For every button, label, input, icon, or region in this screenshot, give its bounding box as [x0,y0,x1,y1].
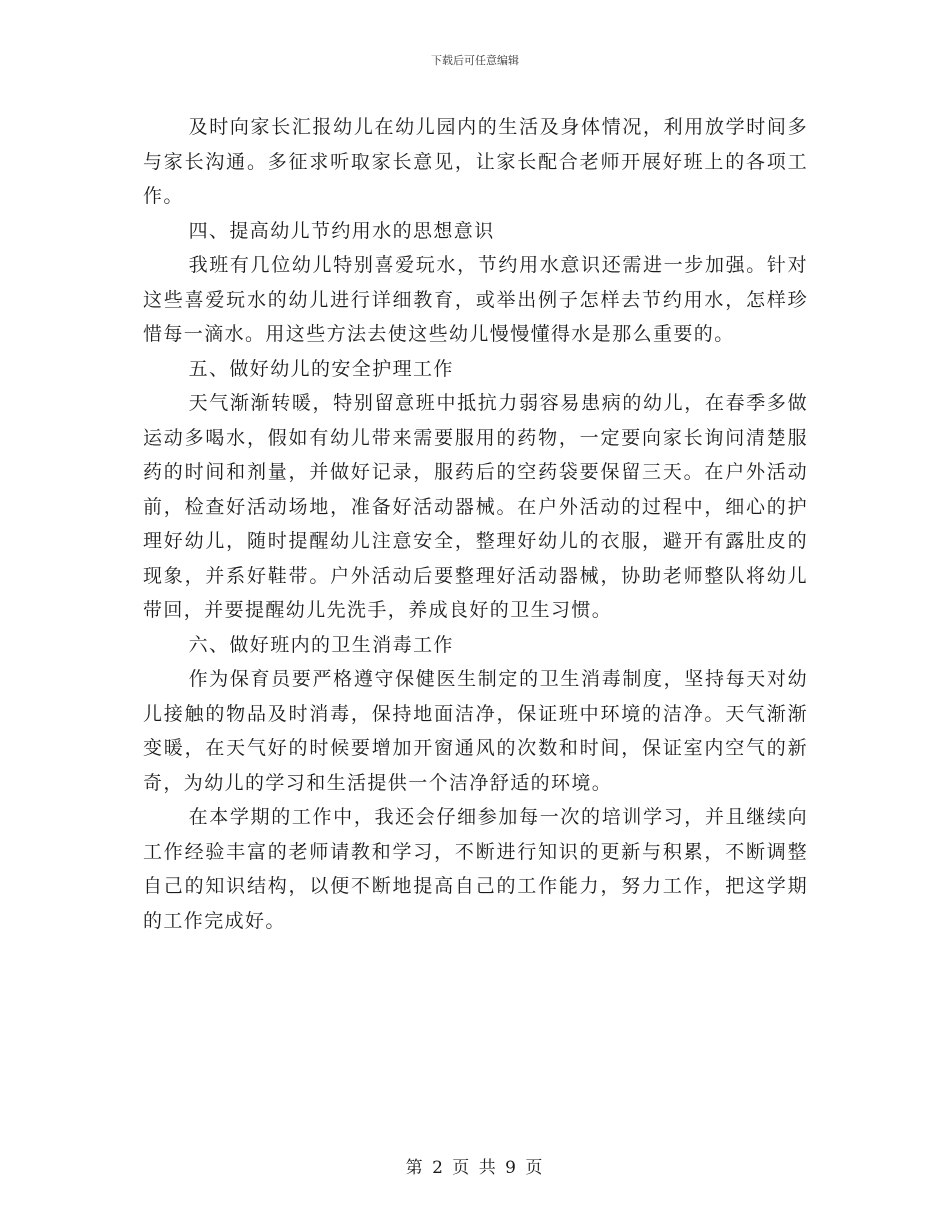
page-number: 第 2 页 共 9 页 [405,1158,545,1178]
page-header: 下载后可任意编辑 [431,54,519,67]
section-heading-water-saving: 四、提高幼儿节约用水的思想意识 [188,219,495,242]
paragraph-safety-care: 天气渐渐转暖，特别留意班中抵抗力弱容易患病的幼儿，在春季多做运动多喝水，假如有幼儿带来需要服用的药物，一定要向家长询问清楚服药的时间和剂量，并做好记录，服药后的空药袋要保留三天。在户外活动前，检查好活动场地，准备好活动器械。在户外活动的过程中，细心的护理好幼儿，随时提醒幼儿注意安全，整理好幼儿的衣服，避开有露肚皮的现象，并系好鞋带。户外活动后要整理好活动器械，协助老师整队将幼儿带回，并要提醒幼儿先洗手，养成良好的卫生习惯。 [143,392,808,621]
paragraph-parent-communication: 及时向家长汇报幼儿在幼儿园内的生活及身体情况，利用放学时间多与家长沟通。多征求听取家长意见，让家长配合老师开展好班上的各项工作。 [143,116,808,207]
document-body [143,110,808,938]
section-heading-hygiene: 六、做好班内的卫生消毒工作 [188,633,454,656]
section-heading-safety-care: 五、做好幼儿的安全护理工作 [188,357,454,380]
paragraph-water-saving: 我班有几位幼儿特别喜爱玩水，节约用水意识还需进一步加强。针对这些喜爱玩水的幼儿进行详细教育，或举出例子怎样去节约用水，怎样珍惜每一滴水。用这些方法去使这些幼儿慢慢懂得水是那么重要的。 [143,254,808,345]
paragraph-hygiene: 作为保育员要严格遵守保健医生制定的卫生消毒制度，坚持每天对幼儿接触的物品及时消毒，保持地面洁净，保证班中环境的洁净。天气渐渐变暖，在天气好的时候要增加开窗通风的次数和时间，保证室内空气的新奇，为幼儿的学习和生活提供一个洁净舒适的环境。 [143,668,808,794]
paragraph-semester-plan: 在本学期的工作中，我还会仔细参加每一次的培训学习，并且继续向工作经验丰富的老师请教和学习，不断进行知识的更新与积累，不断调整自己的知识结构，以便不断地提高自己的工作能力，努力工作，把这学期的工作完成好。 [143,806,808,932]
